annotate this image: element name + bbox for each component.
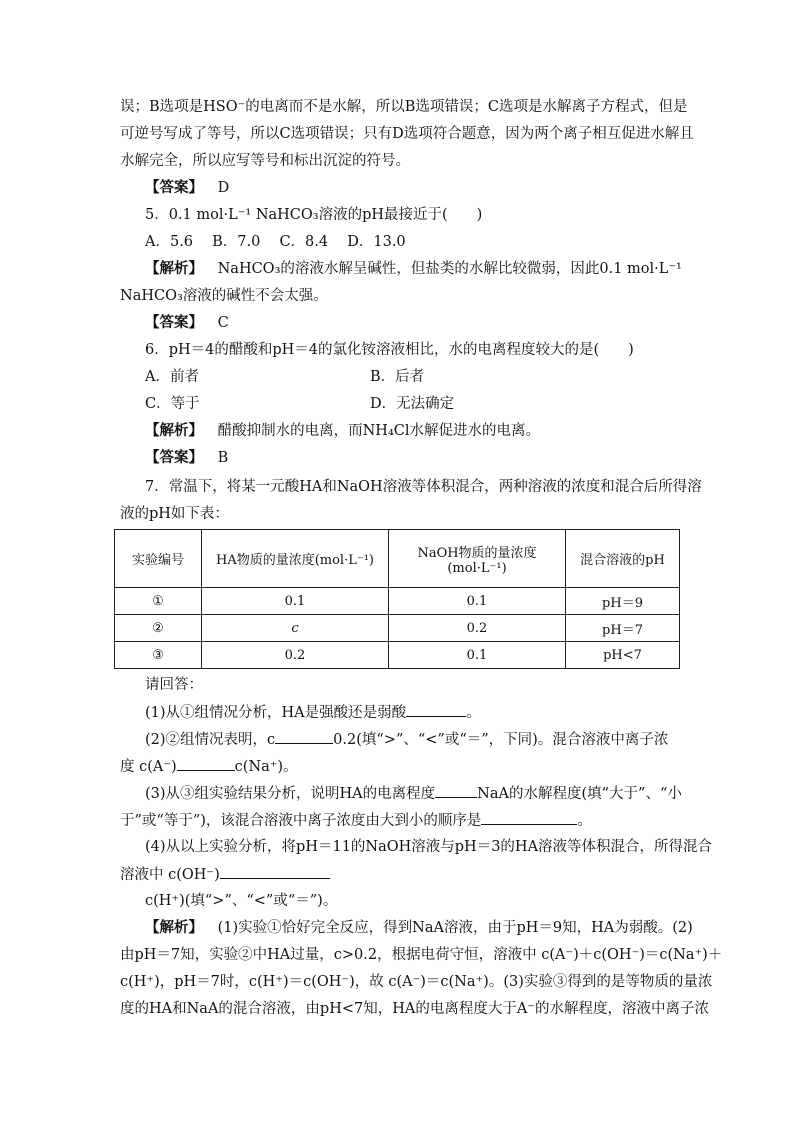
text-line: c(H⁺)(填“>”、“<”或“＝”)。	[145, 893, 338, 909]
text-line: 可逆号写成了等号，所以C选项错误；只有D选项符合题意，因为两个离子相互促进水解且	[120, 126, 694, 142]
table-header-cell: NaOH物质的量浓度(mol·L⁻¹)	[389, 530, 566, 588]
sub-question-text: 。	[466, 705, 481, 721]
sub-question-text: 。	[577, 813, 592, 829]
explanation-text: 醋酸抑制水的电离，而NH₄Cl水解促进水的电离。	[217, 423, 540, 439]
text-line: 请回答：	[145, 677, 203, 693]
text-line: NaHCO₃溶液的碱性不会太强。	[120, 288, 328, 304]
sub-question-text: 度 c(A⁻)	[120, 759, 177, 775]
table-row	[115, 588, 680, 615]
answer-blank	[220, 864, 330, 879]
table-header-cell: 实验编号	[115, 530, 202, 588]
text-line: 液的pH如下表：	[120, 506, 229, 522]
table-cell: pH＝7	[566, 615, 680, 642]
table-header-cell: HA物质的量浓度(mol·L⁻¹)	[202, 530, 389, 588]
explanation-7	[145, 918, 693, 938]
sub-question-text: c(Na⁺)。	[234, 759, 298, 775]
text-line: 水解完全，所以应写等号和标出沉淀的符号。	[120, 153, 410, 169]
sub-question-2	[145, 729, 668, 750]
explanation-tag: 【解析】	[145, 422, 203, 439]
sub-question-text: 0.2(填“>”、“<”或“＝”，下同)。混合溶液中离子浓	[333, 732, 669, 748]
sub-question-text: NaA的水解程度(填“大于”、“小	[477, 786, 682, 802]
table-cell: 0.2	[389, 615, 566, 642]
table-header-row	[115, 530, 680, 588]
sub-question-text: (3)从③组实验结果分析，说明HA的电离程度	[145, 786, 436, 802]
text-line	[120, 810, 592, 831]
table-cell: ②	[115, 615, 202, 642]
text-line	[120, 756, 298, 777]
sub-question-text: (1)从①组情况分析，HA是强酸还是弱酸	[145, 705, 407, 721]
table-row	[115, 615, 680, 642]
explanation-text: (1)实验①恰好完全反应，得到NaA溶液，由于pH＝9知，HA为弱酸。(2)	[217, 920, 693, 936]
answer-tag: 【答案】	[145, 449, 203, 466]
table-row	[115, 642, 680, 669]
table-header-cell: 混合溶液的pH	[566, 530, 680, 588]
experiment-table	[114, 529, 680, 669]
table-cell: c	[202, 615, 389, 642]
table-cell: 0.1	[389, 588, 566, 615]
option-d: D．无法确定	[370, 396, 455, 412]
table-cell: pH<7	[566, 642, 680, 669]
question-7: 7．常温下，将某一元酸HA和NaOH溶液等体积混合，两种溶液的浓度和混合后所得溶	[145, 479, 702, 495]
answer-value: C	[217, 315, 229, 331]
sub-question-text: (2)②组情况表明，c	[145, 732, 276, 748]
answer-value: D	[217, 180, 230, 196]
answer-5	[145, 313, 229, 333]
text-line: c(H⁺)，pH＝7时，c(H⁺)＝c(OH⁻)，故 c(A⁻)＝c(Na⁺)。(3)实验③得到的是等物质的量浓	[120, 974, 713, 990]
option-a: A．前者	[145, 369, 199, 385]
option-b: B．后者	[370, 369, 425, 385]
text-line: 误；B选项是HSO⁻的电离而不是水解，所以B选项错误；C选项是水解离子方程式，但是	[120, 99, 688, 115]
answer-blank	[435, 783, 477, 798]
sub-question-text: 于”或“等于”)，该混合溶液中离子浓度由大到小的顺序是	[120, 813, 482, 829]
table-cell: 0.2	[202, 642, 389, 669]
sub-question-4: (4)从以上实验分析，将pH＝11的NaOH溶液与pH＝3的HA溶液等体积混合，所得混合	[145, 839, 713, 855]
answer-blank	[275, 729, 333, 744]
table-cell: 0.1	[202, 588, 389, 615]
explanation-tag: 【解析】	[145, 919, 203, 936]
explanation-tag: 【解析】	[145, 260, 203, 277]
text-line: 度的HA和NaA的混合溶液，由pH<7知，HA的电离程度大于A⁻的水解程度，溶液中离子浓	[120, 1001, 709, 1017]
answer-blank	[481, 810, 577, 825]
answer-6	[145, 448, 228, 468]
answer-value: B	[217, 450, 229, 466]
text-line: 由pH＝7知，实验②中HA过量，c>0.2，根据电荷守恒，溶液中 c(A⁻)＋c(OH⁻)＝c(Na⁺)＋	[120, 947, 723, 963]
text-line	[120, 864, 330, 885]
sub-question-text: 溶液中 c(OH⁻)	[120, 867, 220, 883]
answer-blank	[177, 756, 235, 771]
table-cell: 0.1	[389, 642, 566, 669]
table-cell: pH＝9	[566, 588, 680, 615]
answer-blank	[406, 702, 466, 717]
answer-4	[145, 178, 229, 198]
question-5-options: A．5.6 B．7.0 C．8.4 D．13.0	[145, 234, 406, 250]
option-c: C．等于	[145, 396, 200, 412]
question-5: 5．0.1 mol·L⁻¹ NaHCO₃溶液的pH最接近于( )	[145, 207, 483, 223]
table-cell: ③	[115, 642, 202, 669]
sub-question-1	[145, 702, 481, 723]
sub-question-3	[145, 783, 682, 804]
table-cell: ①	[115, 588, 202, 615]
explanation-5	[145, 259, 682, 279]
explanation-text: NaHCO₃的溶液水解呈碱性，但盐类的水解比较微弱，因此0.1 mol·L⁻¹	[217, 261, 682, 277]
answer-tag: 【答案】	[145, 179, 203, 196]
answer-tag: 【答案】	[145, 314, 203, 331]
question-6: 6．pH＝4的醋酸和pH＝4的氯化铵溶液相比，水的电离程度较大的是( )	[145, 342, 634, 358]
explanation-6	[145, 421, 540, 441]
